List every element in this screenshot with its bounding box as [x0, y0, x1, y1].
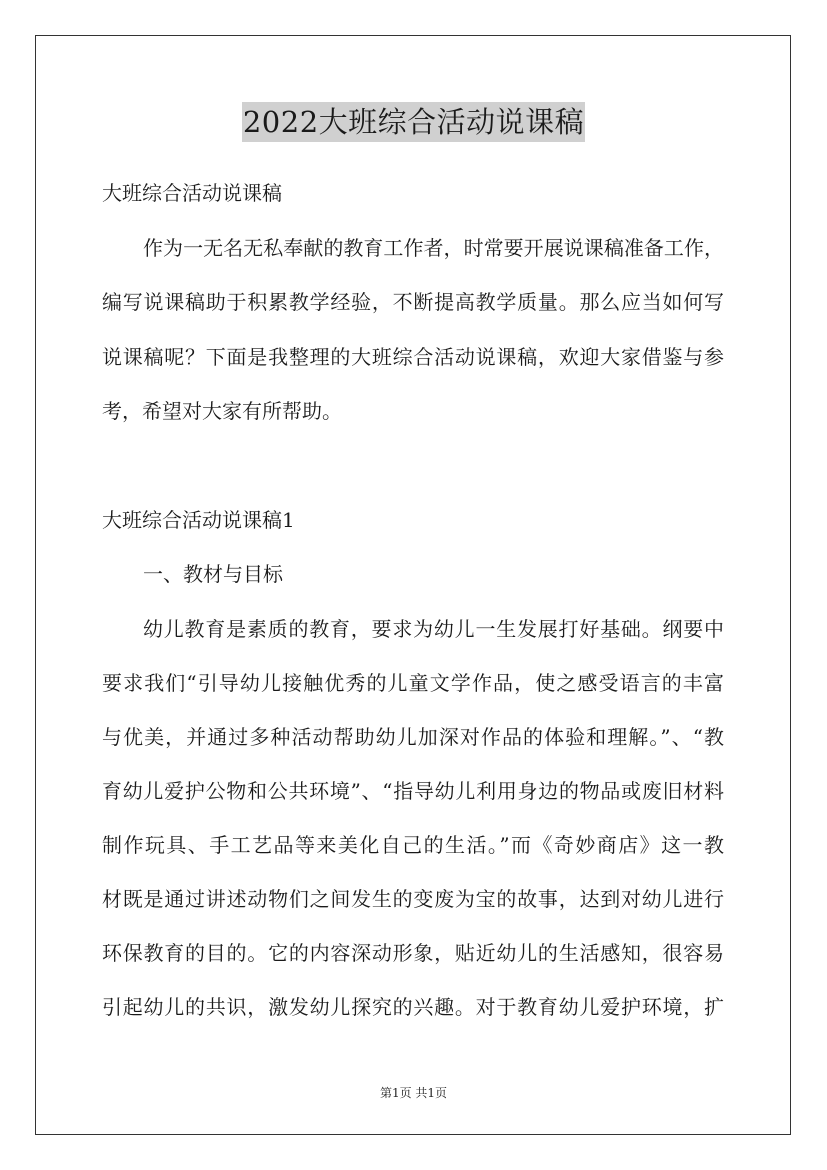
title-container	[0, 102, 827, 142]
intro-line-1: 作为一无名无私奉献的教育工作者，时常要开展说课稿准备工作，	[143, 236, 724, 260]
subtitle: 大班综合活动说课稿	[102, 181, 282, 205]
body-line-6: 材既是通过讲述动物们之间发生的变废为宝的故事，达到对幼儿进行	[102, 887, 724, 911]
body-line-7: 环保教育的目的。它的内容深动形象，贴近幼儿的生活感知，很容易	[102, 941, 724, 965]
page-footer: 第1页 共1页	[379, 1086, 448, 1100]
body-line-3: 与优美，并通过多种活动帮助幼儿加深对作品的体验和理解。”、“教	[102, 725, 724, 749]
intro-line-4: 考，希望对大家有所帮助。	[102, 399, 342, 423]
body-line-8: 引起幼儿的共识，激发幼儿探究的兴趣。对于教育幼儿爱护环境，扩	[102, 995, 724, 1019]
body-line-2: 要求我们“引导幼儿接触优秀的儿童文学作品，使之感受语言的丰富	[102, 671, 724, 695]
subsection-heading: 一、教材与目标	[143, 562, 283, 586]
intro-line-2: 编写说课稿助于积累教学经验，不断提高教学质量。那么应当如何写	[102, 290, 724, 314]
document-title: 2022大班综合活动说课稿	[242, 102, 585, 142]
body-line-1: 幼儿教育是素质的教育，要求为幼儿一生发展打好基础。纲要中	[143, 617, 724, 641]
section-heading: 大班综合活动说课稿1	[102, 508, 295, 532]
body-line-4: 育幼儿爱护公物和公共环境”、“指导幼儿利用身边的物品或废旧材料	[102, 779, 724, 803]
intro-line-3: 说课稿呢？下面是我整理的大班综合活动说课稿，欢迎大家借鉴与参	[102, 345, 724, 369]
body-line-5: 制作玩具、手工艺品等来美化自己的生活。”而《奇妙商店》这一教	[102, 833, 724, 857]
